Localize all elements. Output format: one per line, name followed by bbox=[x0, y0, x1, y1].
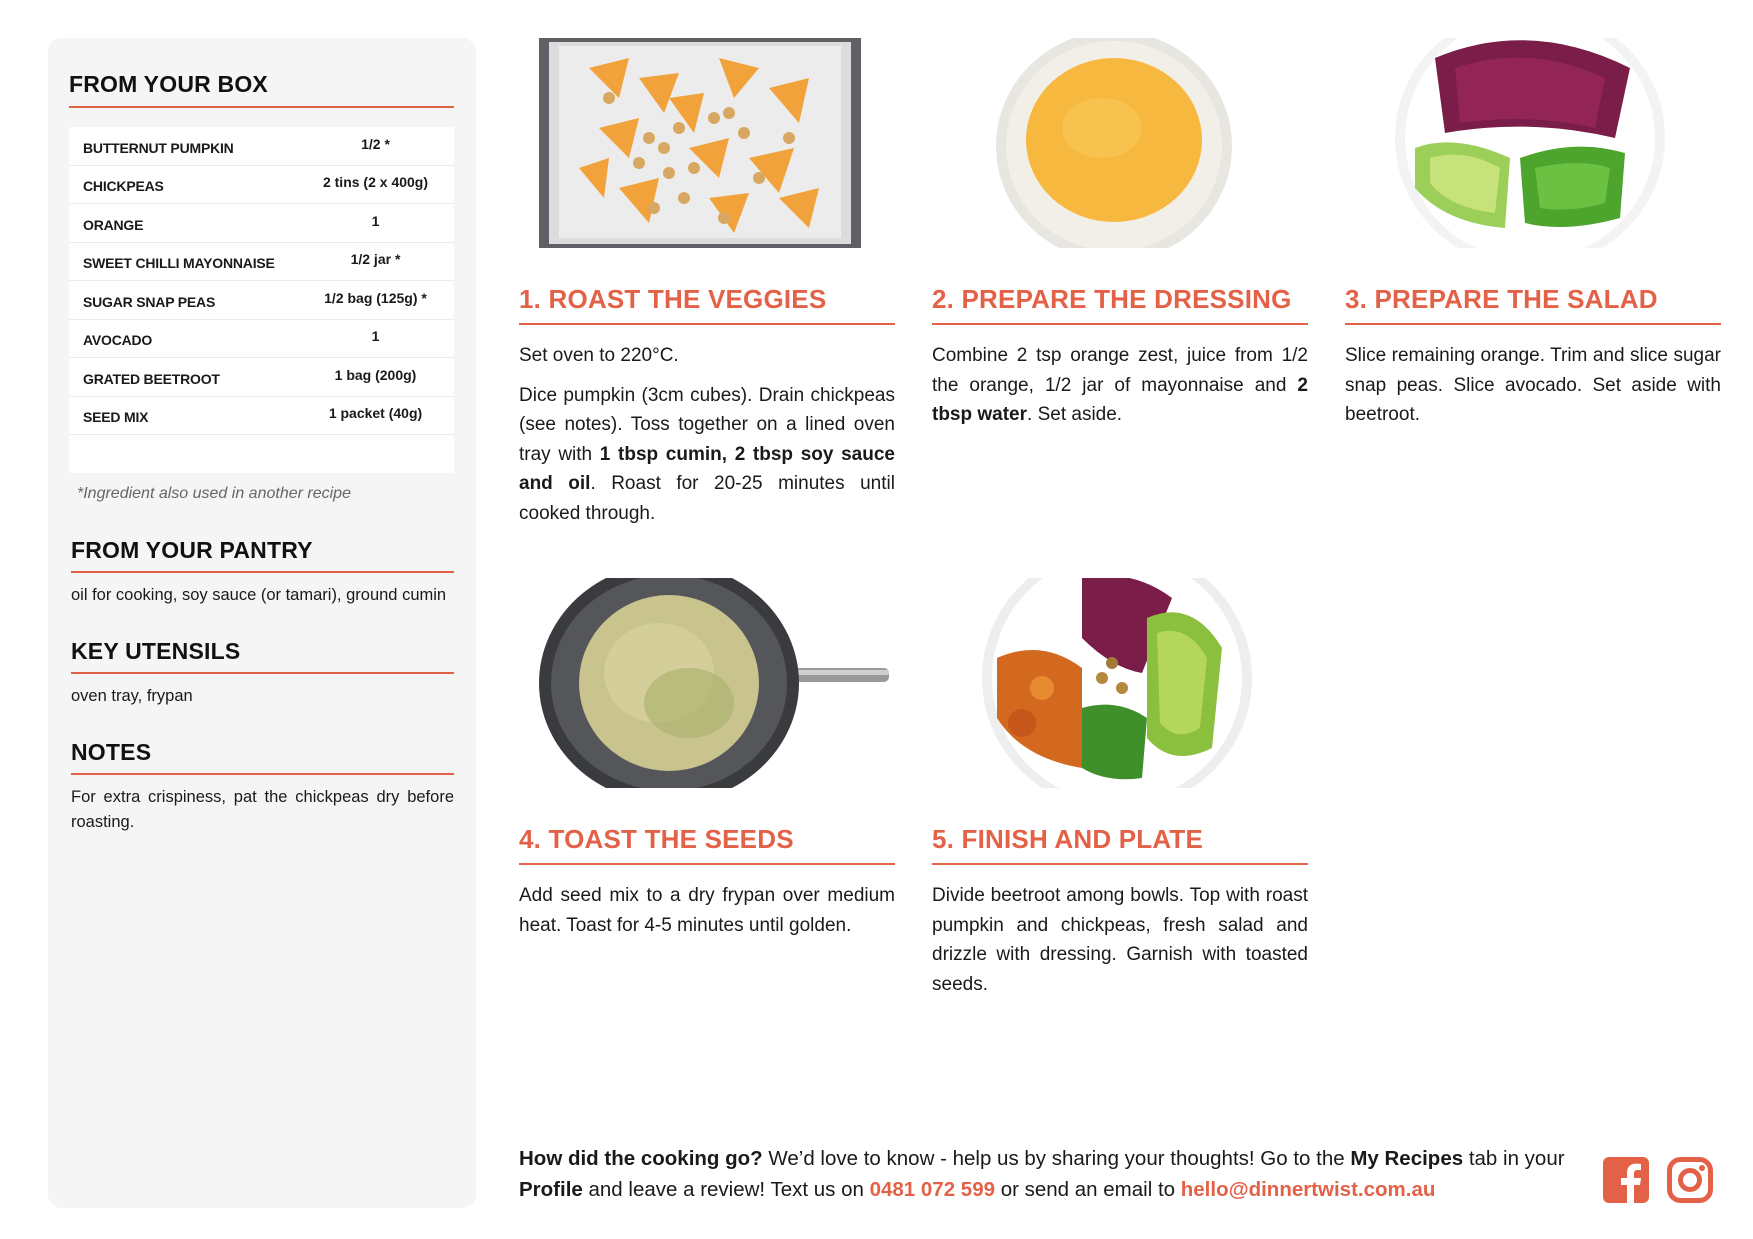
table-spacer bbox=[69, 435, 454, 473]
table-row bbox=[69, 397, 454, 436]
ingredients-sidebar bbox=[48, 38, 476, 1208]
email-link[interactable]: hello@dinnertwist.com.au bbox=[1180, 1178, 1436, 1201]
step-3-title: 3. PREPARE THE SALAD bbox=[1345, 284, 1721, 325]
ingredient-name: CHICKPEAS bbox=[83, 178, 164, 195]
step-4-text: Add seed mix to a dry frypan over medium heat. Toast for 4-5 minutes until golden. bbox=[519, 885, 895, 936]
table-row bbox=[69, 243, 454, 282]
ingredient-qty: 1 bbox=[371, 212, 380, 229]
ingredient-name: SWEET CHILLI MAYONNAISE bbox=[83, 255, 275, 272]
step-1-title: 1. ROAST THE VEGGIES bbox=[519, 284, 895, 325]
footer-question: How did the cooking go? bbox=[519, 1147, 763, 1170]
phone-link[interactable]: 0481 072 599 bbox=[869, 1178, 995, 1201]
notes-text: For extra crispiness, pat the chickpeas dry before roasting. bbox=[71, 788, 454, 831]
step-1 bbox=[519, 38, 895, 528]
from-your-box-title: FROM YOUR BOX bbox=[69, 71, 454, 108]
pantry-section bbox=[69, 537, 454, 608]
utensils-title: KEY UTENSILS bbox=[71, 638, 454, 674]
frypan-image bbox=[519, 578, 895, 788]
salad-photo bbox=[1345, 38, 1721, 248]
ingredient-qty: 2 tins (2 x 400g) bbox=[322, 174, 429, 191]
salad-bowl-image bbox=[1345, 38, 1721, 248]
utensils-text: oven tray, frypan bbox=[71, 687, 193, 705]
ingredient-name: SEED MIX bbox=[83, 409, 149, 426]
ingredient-name: ORANGE bbox=[83, 216, 144, 233]
table-row bbox=[69, 166, 454, 205]
toast-seeds-photo bbox=[519, 578, 895, 788]
ingredient-qty: 1/2 * bbox=[361, 135, 390, 152]
step-4-title: 4. TOAST THE SEEDS bbox=[519, 824, 895, 865]
step-1-text-2: Dice pumpkin (3cm cubes). Drain chickpeas (see notes). Toss together on a lined oven tray with 1 tbsp cumin, 2 tbsp soy sauce and oil. Roast for 20-25 minutes until cooked through. bbox=[519, 384, 895, 524]
dressing-photo bbox=[932, 38, 1308, 248]
facebook-icon[interactable] bbox=[1603, 1157, 1649, 1203]
ingredients-table bbox=[69, 127, 454, 473]
step-5-text: Divide beetroot among bowls. Top with roast pumpkin and chickpeas, fresh salad and drizzle with dressing. Garnish with toasted seeds. bbox=[932, 885, 1308, 995]
ingredient-name: GRATED BEETROOT bbox=[83, 370, 220, 387]
finish-plate-photo bbox=[932, 578, 1308, 788]
roast-veggies-photo bbox=[519, 38, 895, 248]
roast-tray-image bbox=[519, 38, 895, 248]
ingredient-name: AVOCADO bbox=[83, 332, 153, 349]
finished-bowl-image bbox=[932, 578, 1308, 788]
dressing-bowl-image bbox=[932, 38, 1308, 248]
step-3 bbox=[1345, 38, 1721, 430]
table-row bbox=[69, 320, 454, 359]
pantry-text: oil for cooking, soy sauce (or tamari), ground cumin bbox=[71, 586, 447, 604]
table-row bbox=[69, 358, 454, 397]
table-row bbox=[69, 204, 454, 243]
notes-section bbox=[69, 739, 454, 835]
pantry-title: FROM YOUR PANTRY bbox=[71, 537, 454, 573]
notes-title: NOTES bbox=[71, 739, 454, 775]
ingredient-qty: 1/2 bag (125g) * bbox=[324, 289, 427, 306]
table-row bbox=[69, 127, 454, 166]
ingredient-name: BUTTERNUT PUMPKIN bbox=[83, 139, 234, 156]
step-5-title: 5. FINISH AND PLATE bbox=[932, 824, 1308, 865]
ingredient-note: *Ingredient also used in another recipe bbox=[77, 485, 351, 502]
step-3-text: Slice remaining orange. Trim and slice sugar snap peas. Slice avocado. Set aside with beetroot. bbox=[1345, 345, 1721, 425]
ingredient-qty: 1 bbox=[371, 328, 380, 345]
step-1-text-1: Set oven to 220°C. bbox=[519, 345, 679, 366]
step-4 bbox=[519, 578, 895, 940]
step-2 bbox=[932, 38, 1308, 430]
step-5 bbox=[932, 578, 1308, 999]
ingredient-qty: 1/2 jar * bbox=[350, 251, 401, 268]
step-2-text: Combine 2 tsp orange zest, juice from 1/2 the orange, 1/2 jar of mayonnaise and 2 tbsp water. Set aside. bbox=[932, 345, 1308, 425]
feedback-footer: How did the cooking go? We’d love to know - help us by sharing your thoughts! Go to the My Recipes tab in your Profile and leave a review! Text us on 0481 072 599 or send an email to hello@dinnertwist.com.au bbox=[519, 1147, 1565, 1201]
ingredient-qty: 1 bag (200g) bbox=[334, 366, 417, 383]
ingredient-name: SUGAR SNAP PEAS bbox=[83, 293, 216, 310]
table-row bbox=[69, 281, 454, 320]
ingredient-qty: 1 packet (40g) bbox=[328, 405, 423, 422]
utensils-section bbox=[69, 638, 454, 709]
instagram-icon[interactable] bbox=[1667, 1157, 1713, 1203]
step-2-title: 2. PREPARE THE DRESSING bbox=[932, 284, 1308, 325]
